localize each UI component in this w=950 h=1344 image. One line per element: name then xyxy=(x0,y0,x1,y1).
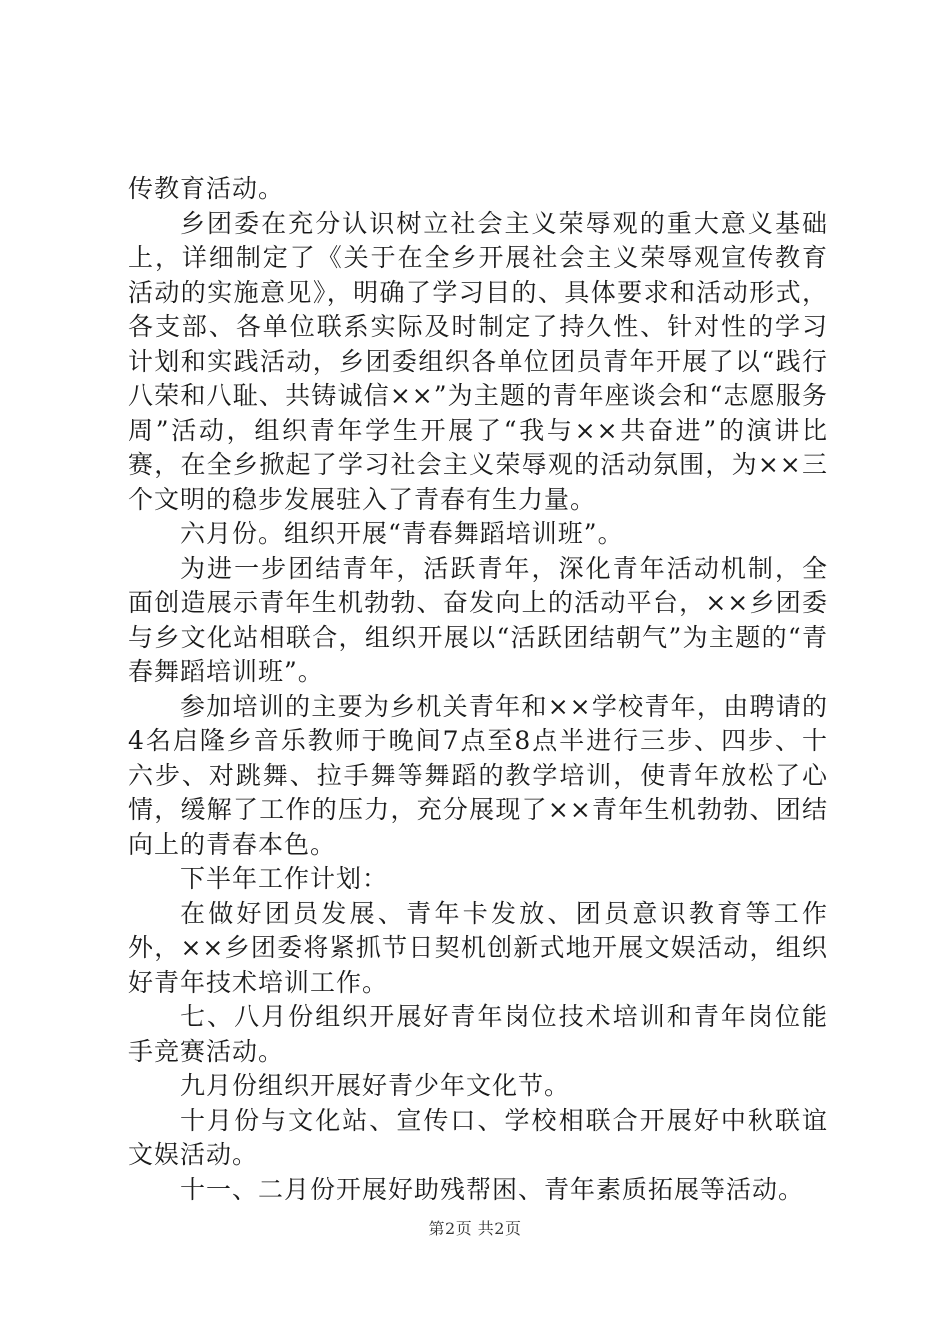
paragraph: 参加培训的主要为乡机关青年和××学校青年，由聘请的4名启隆乡音乐教师于晚间7点至8点半进行三步、四步、十六步、对跳舞、拉手舞等舞蹈的教学培训，使青年放松了心情，缓解了工作的压力，充分展现了××青年生机勃勃、团结向上的青春本色。 xyxy=(128,691,828,859)
paragraph: 七、八月份组织开展好青年岗位技术培训和青年岗位能手竞赛活动。 xyxy=(128,1002,828,1066)
paragraph: 十月份与文化站、宣传口、学校相联合开展好中秋联谊文娱活动。 xyxy=(128,1105,828,1169)
paragraph: 乡团委在充分认识树立社会主义荣辱观的重大意义基础上，详细制定了《关于在全乡开展社会主义荣辱观宣传教育活动的实施意见》，明确了学习目的、具体要求和活动形式，各支部、各单位联系实际及时制定了持久性、针对性的学习计划和实践活动，乡团委组织各单位团员青年开展了以“践行八荣和八耻、共铸诚信××”为主题的青年座谈会和“志愿服务周”活动，组织青年学生开展了“我与××共奋进”的演讲比赛，在全乡掀起了学习社会主义荣辱观的活动氛围，为××三个文明的稳步发展驻入了青春有生力量。 xyxy=(128,208,828,514)
paragraph: 传教育活动。 xyxy=(128,174,285,203)
paragraph: 在做好团员发展、青年卡发放、团员意识教育等工作外，××乡团委将紧抓节日契机创新式地开展文娱活动，组织好青年技术培训工作。 xyxy=(128,898,828,997)
paragraph: 六月份。组织开展“青春舞蹈培训班”。 xyxy=(180,519,624,548)
page-number-footer: 第2页 共2页 xyxy=(428,1219,522,1238)
paragraph: 九月份组织开展好青少年文化节。 xyxy=(180,1071,571,1100)
paragraph: 十一、二月份开展好助残帮困、青年素质拓展等活动。 xyxy=(180,1174,805,1204)
document-body xyxy=(128,172,828,1207)
paragraph: 下半年工作计划： xyxy=(180,864,389,893)
paragraph: 为进一步团结青年，活跃青年，深化青年活动机制，全面创造展示青年生机勃勃、奋发向上的活动平台，××乡团委与乡文化站相联合，组织开展以“活跃团结朝气”为主题的“青春舞蹈培训班”。 xyxy=(128,553,828,686)
